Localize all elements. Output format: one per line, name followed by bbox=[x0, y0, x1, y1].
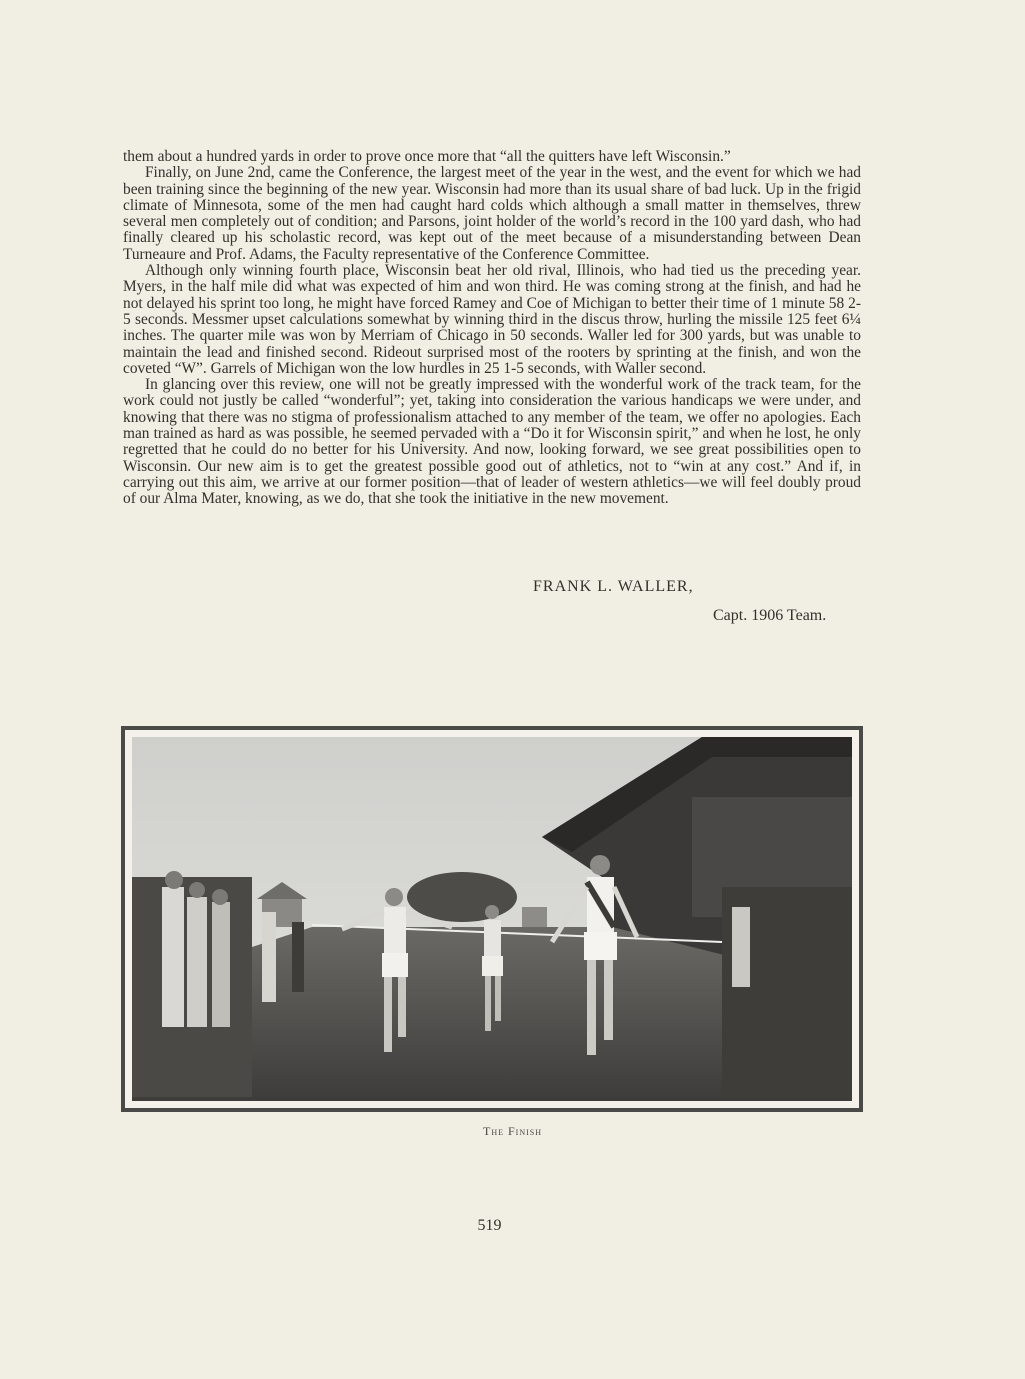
paragraph: Finally, on June 2nd, came the Conference, the largest meet of the year in the west, and the event for which we had been training since the beginning of the new year. Wisconsin had more than its usual share of bad luck. Up in the frigid climate of Minnesota, some of the men had caught hard colds which although a small matter in themselves, threw several men completely out of condition; and Parsons, joint holder of the world’s record in the 100 yard dash, who had finally cleared up his scholastic record, was kept out of the meet because of a misunderstanding between Dean Turneaure and Prof. Adams, the Faculty representative of the Conference Committee. bbox=[123, 164, 861, 263]
photo-frame bbox=[121, 726, 863, 1112]
paragraph: In glancing over this review, one will not be greatly impressed with the wonderful work of the track team, for the work could not justly be called “wonderful”; yet, taking into consideration the various handicaps we were under, and knowing that there was no stigma of professionalism attached to any member of the team, we offer no apologies. Each man trained as hard as was possible, he seemed pervaded with a “Do it for Wisconsin spirit,” and when he lost, he only regretted that he could do no better for his University. And now, looking forward, we see great possibilities open to Wisconsin. Our new aim is to get the greatest possible good out of athletics, not to “win at any cost.” And if, in carrying out this aim, we arrive at our former position—that of leader of western athletics—we will feel doubly proud of our Alma Mater, knowing, as we do, that she took the initiative in the new movement. bbox=[123, 376, 861, 508]
page-number: 519 bbox=[477, 1217, 502, 1234]
article-body bbox=[123, 149, 861, 508]
paragraph: them about a hundred yards in order to prove once more that “all the quitters have left Wisconsin.” bbox=[123, 148, 731, 165]
photo-caption: The Finish bbox=[483, 1124, 542, 1138]
paragraph: Although only winning fourth place, Wisconsin beat her old rival, Illinois, who had tied us the preceding year. Myers, in the half mile did what was expected of him and won third. He was coming strong at the finish, and had he not delayed his sprint too long, he might have forced Ramey and Coe of Michigan to better their time of 1 minute 58 2-5 seconds. Messmer upset calculations somewhat by winning third in the discus throw, hurling the missile 125 feet 6¼ inches. The quarter mile was won by Merriam of Chicago in 50 seconds. Waller led for 300 yards, but was unable to maintain the lead and finished second. Rideout surprised most of the rooters by sprinting at the finish, and won the coveted “W”. Garrels of Michigan won the low hurdles in 25 1-5 seconds, with Waller second. bbox=[123, 262, 861, 377]
author-signature: FRANK L. WALLER, bbox=[533, 578, 694, 595]
author-title: Capt. 1906 Team. bbox=[713, 607, 827, 624]
race-finish-photo bbox=[132, 737, 852, 1101]
